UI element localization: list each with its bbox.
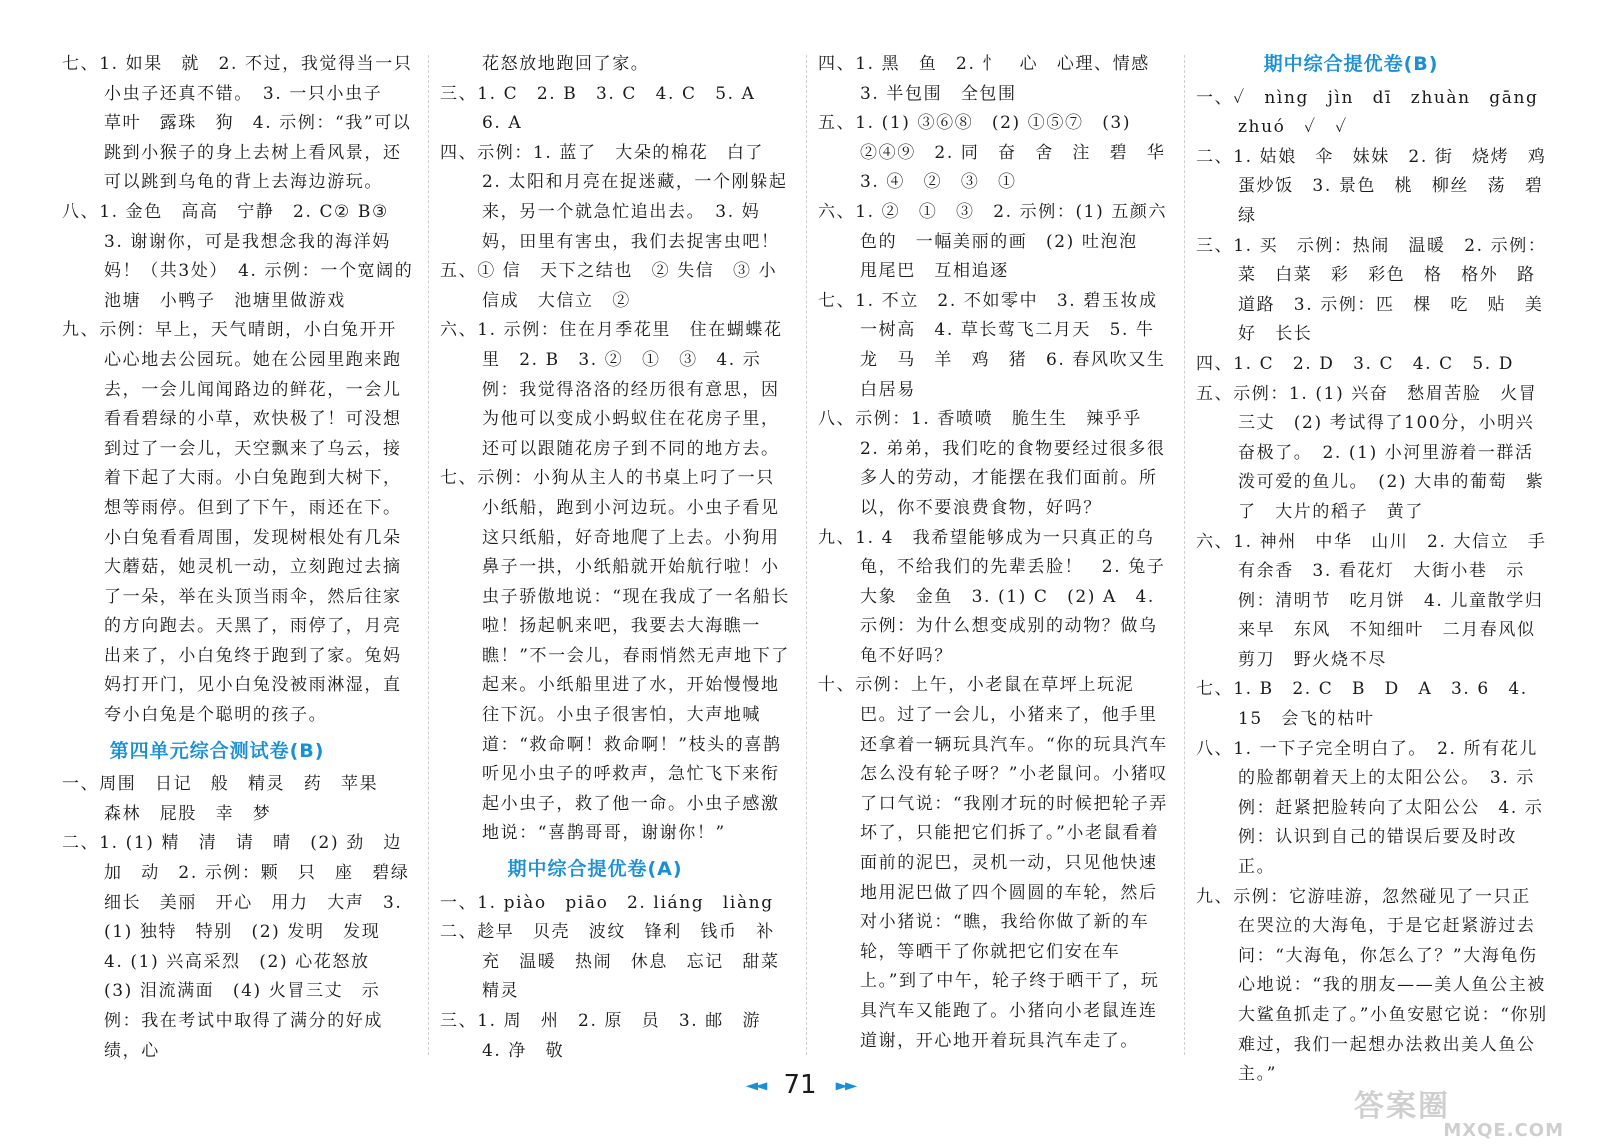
column-divider	[1184, 55, 1185, 1055]
section-title: 期中综合提优卷(A)	[507, 858, 683, 881]
answer-item: 一、✓ nìng jìn dī zhuàn gāng zhuó ✓ ✓	[1196, 87, 1558, 138]
answer-item: 花怒放地跑回了家。	[482, 54, 650, 74]
answer-item: 三、1. 买 示例：热闹 温暖 2. 示例：菜 白菜 彩 彩色 格 格外 路 道路 3. 示例：匹 棵 吃 贴 美 好 长长	[1196, 235, 1563, 345]
answer-item: 九、1. 4 我希望能够成为一只真正的乌龟，不给我们的先辈丢脸！ 2. 兔子 大象 金鱼 3. (1) C (2) A 4. 示例：为什么想变成别的动物？做乌龟不好吗？	[818, 527, 1185, 666]
answer-column-4	[1196, 50, 1566, 1085]
answer-item: 九、示例：早上，天气晴朗，小白兔开开心心地去公园玩。她在公园里跑来跑去，一会儿闻闻路边的鲜花，一会儿看看碧绿的小草，欢快极了！可没想到过了一会儿，天空飘来了乌云，接着下起了大雨。小白兔跑到大树下，想等雨停。但到了下午，雨还在下。小白兔看看周围，发现树根处有几朵大蘑菇，她灵机一动，立刻跑过去摘了一朵，举在头顶当雨伞，然后往家的方向跑去。天黑了，雨停了，月亮出来了，小白兔终于跑到了家。兔妈妈打开门，见小白兔没被雨淋湿，直夸小白兔是个聪明的孩子。	[62, 320, 402, 726]
watermark-logo	[1354, 1081, 1564, 1141]
answer-column-1	[62, 50, 429, 1080]
answer-item: 六、1. 示例：住在月季花里 住在蝴蝶花里 2. B 3. ② ① ③ 4. 示例：我觉得洛洛的经历很有意思，因为他可以变成小蚂蚁住在花房子里，还可以跟随花房子到不同的地方去。	[440, 320, 783, 459]
column-divider	[806, 55, 807, 1055]
answer-item: 八、示例：1. 香喷喷 脆生生 辣乎乎 2. 弟弟，我们吃的食物要经过很多很多人的劳动，才能摆在我们面前。所以，你不要浪费食物，好吗？	[818, 409, 1166, 518]
answer-item: 三、1. C 2. B 3. C 4. C 5. A 6. A	[440, 83, 775, 134]
answer-item: 二、趁早 贝壳 波纹 锋利 钱币 补充 温暖 热闹 休息 忘记 甜菜 精灵	[440, 922, 799, 1002]
section-title: 期中综合提优卷(B)	[1263, 53, 1439, 75]
answer-item: 一、1. piào piāo 2. liáng liàng	[440, 892, 774, 913]
answer-item: 六、1. ② ① ③ 2. 示例：(1) 五颜六色的 一幅美丽的画 (2) 吐泡泡 甩尾巴 互相追逐	[818, 201, 1168, 282]
answer-item: 九、示例：它游哇游，忽然碰见了一只正在哭泣的大海龟，于是它赶紧游过去问：“大海龟，你怎么了？”大海龟伤心地说：“我的朋友——美人鱼公主被大鲨鱼抓走了。”小鱼安慰它说：“你别难过，我们一起想办法救出美人鱼公主。”	[1196, 886, 1548, 1085]
next-arrows-icon: ►►	[835, 1075, 855, 1095]
answer-item: 十、示例：上午，小老鼠在草坪上玩泥巴。过了一会儿，小猪来了，他手里还拿着一辆玩具汽车。“你的玩具汽车怎么没有轮子呀？”小老鼠问。小猪叹了口气说：“我刚才玩的时候把轮子弄坏了，只能把它们拆了。”小老鼠看着面前的泥巴，灵机一动，只见他快速地用泥巴做了四个圆圆的车轮，然后对小猪说：“瞧，我给你做了新的车轮，等晒干了你就把它们安在车上。”到了中午，轮子终于晒干了，玩具汽车又能跑了。小猪向小老鼠连连道谢，开心地开着玩具汽车走了。	[818, 675, 1168, 1051]
answer-item: 五、① 信 天下之结也 ② 失信 ③ 小信成 大信立 ②	[440, 261, 778, 311]
answer-item: 八、1. 一下子完全明白了。 2. 所有花儿的脸都朝着天上的太阳公公。 3. 示例：赶紧把脸转向了太阳公公 4. 示例：认识到自己的错误后要及时改正。	[1196, 738, 1544, 878]
page-number: 71	[783, 1070, 817, 1100]
watermark-url: MXQE.COM	[1443, 1120, 1564, 1141]
answer-item: 八、1. 金色 高高 宁静 2. C② B③ 3. 谢谢你，可是我想念我的海洋妈妈！（共3处） 4. 示例：一个宽阔的池塘 小鸭子 池塘里做游戏	[62, 201, 414, 311]
answer-item: 一、周围 日记 般 精灵 药 苹果 森林 屁股 幸 梦	[62, 774, 397, 824]
answer-item: 三、1. 周 州 2. 原 员 3. 邮 游 4. 净 敬	[440, 1011, 780, 1061]
answer-item: 七、示例：小狗从主人的书桌上叼了一只小纸船，跑到小河边玩。小虫子看见这只纸船，好奇地爬了上去。小狗用鼻子一拱，小纸船就开始航行啦！小虫子骄傲地说：“现在我成了一名船长啦！扬起帆来吧，我要去大海瞧一瞧！”不一会儿，春雨悄然无声地下了起来。小纸船里进了水，开始慢慢地往下沉。小虫子很害怕，大声地喊道：“救命啊！救命啊！”枝头的喜鹊听见小虫子的呼救声，急忙飞下来衔起小虫子，救了他一命。小虫子感激地说：“喜鹊哥哥，谢谢你！”	[440, 468, 790, 844]
answer-item: 七、1. 如果 就 2. 不过，我觉得当一只小虫子还真不错。 3. 一只小虫子 草叶 露珠 狗 4. 示例：“我”可以跳到小猴子的身上去树上看风景，还可以跳到乌龟的背上去海边游玩。	[62, 54, 413, 193]
section-title: 第四单元综合测试卷(B)	[109, 739, 325, 762]
watermark-text: 答案圈	[1354, 1089, 1450, 1124]
answer-item: 七、1. 不立 2. 不如零中 3. 碧玉妆成一树高 4. 草长莺飞二月天 5. 牛 龙 马 羊 鸡 猪 6. 春风吹又生 白居易	[818, 290, 1185, 400]
answer-item: 五、示例：1. (1) 兴奋 愁眉苦脸 火冒三丈 (2) 考试得了100分，小明兴奋极了。 2. (1) 小河里游着一群活泼可爱的鱼儿。 (2) 大串的葡萄 紫了 大片的稻子 黄了	[1196, 383, 1545, 522]
answer-column-3	[818, 50, 1185, 1080]
answer-item: 五、1. (1) ③⑥⑧ (2) ①⑤⑦ (3) ②④⑨ 2. 同 奋 舍 注 碧 华 3. ④ ② ③ ①	[818, 113, 1185, 193]
answer-item: 四、示例：1. 蓝了 大朵的棉花 白了 2. 太阳和月亮在捉迷藏，一个刚躲起来，另一个就急忙追出去。 3. 妈妈，田里有害虫，我们去捉害虫吧！	[440, 142, 788, 252]
answer-item: 二、1. 姑娘 伞 妹妹 2. 街 烧烤 鸡 蛋炒饭 3. 景色 桃 柳丝 荡 碧绿	[1196, 146, 1566, 226]
answer-item: 二、1. (1) 精 清 请 晴 (2) 劲 边 加 动 2. 示例：颗 只 座 碧绿 细长 美丽 开心 用力 大声 3. (1) 独特 特别 (2) 发明 发现 4. (1) 兴高采烈 (2) 心花怒放 (3) 泪流满面 (4) 火冒三丈 示例：我在考试中取得了满分的好成绩，心	[62, 833, 429, 1061]
answer-item: 四、1. 黑 鱼 2. 忄 心 心理、情感 3. 半包围 全包围	[818, 54, 1169, 104]
answer-item: 四、1. C 2. D 3. C 4. C 5. D	[1196, 353, 1514, 374]
answer-column-2	[440, 50, 799, 1080]
answer-item: 七、1. B 2. C B D A 3. 6 4. 15 会飞的枯叶	[1196, 679, 1528, 730]
answer-item: 六、1. 神州 中华 山川 2. 大信立 手有余香 3. 看花灯 大街小巷 示例：清明节 吃月饼 4. 儿童散学归来早 东风 不知细叶 二月春风似剪刀 野火烧不尽	[1196, 531, 1547, 670]
column-divider	[428, 55, 429, 1055]
prev-arrows-icon: ◄◄	[745, 1075, 765, 1095]
